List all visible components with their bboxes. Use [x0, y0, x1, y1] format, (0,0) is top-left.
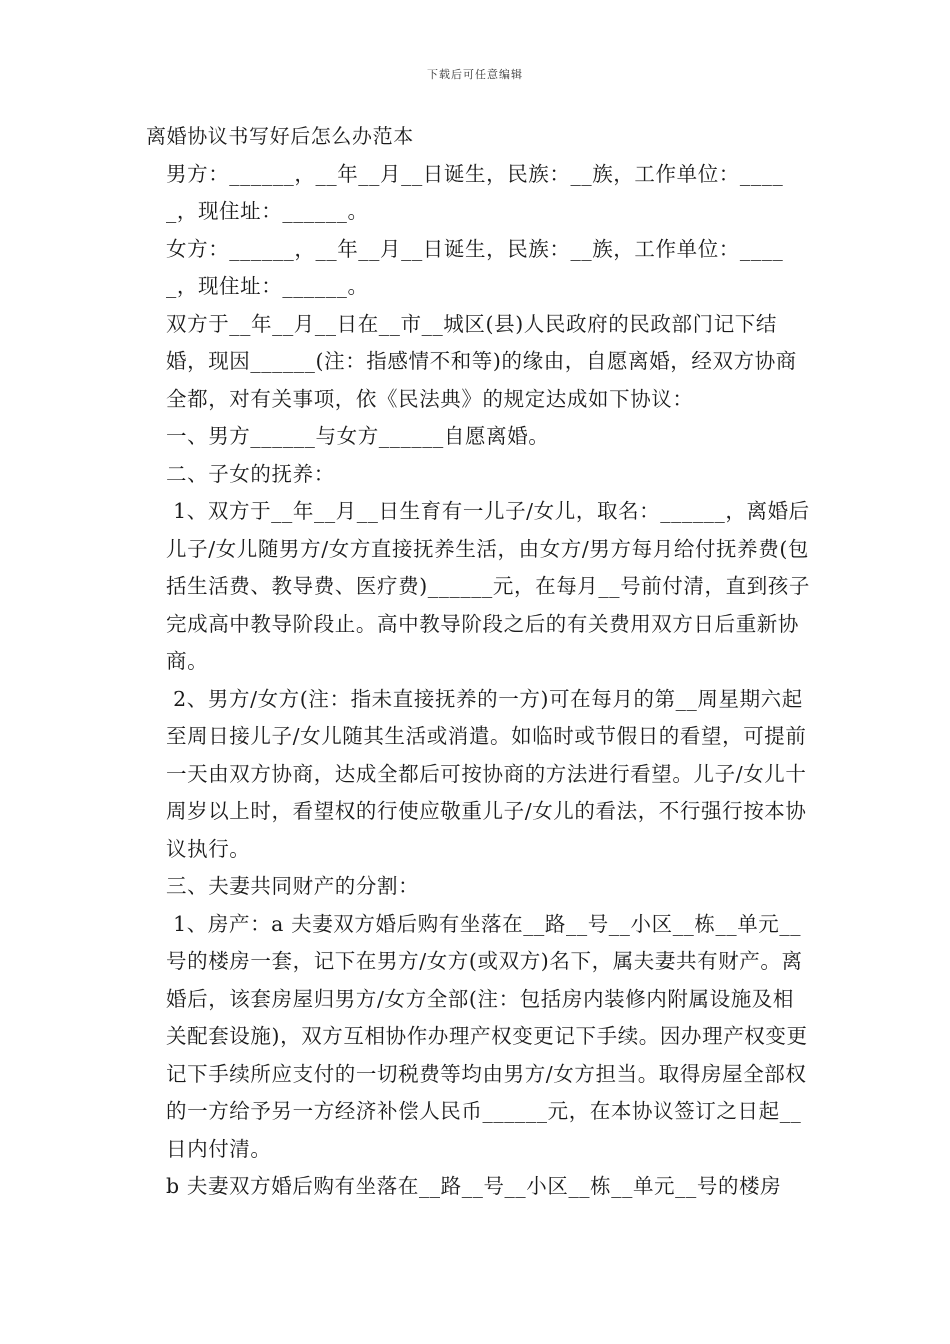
- document-body: [146, 118, 810, 1206]
- paragraph-clause-2-2: 2、男方/女方(注：指未直接抚养的一方)可在每月的第__周星期六起至周日接儿子/女儿随其生活或消遣。如临时或节假日的看望，可提前一天由双方协商，达成全都后可按协商的方法进行看望。儿子/女儿十周岁以上时，看望权的行使应敬重儿子/女儿的看法，不行强行按本协议执行。: [166, 686, 807, 861]
- paragraph-husband-info: 男方：______，__年__月__日诞生，民族：__族，工作单位：_____，现住址：______。: [166, 161, 784, 223]
- header-note: 下载后可任意编辑: [427, 68, 523, 81]
- paragraph-wife-info: 女方：______，__年__月__日诞生，民族：__族，工作单位：_____，现住址：______。: [166, 236, 784, 298]
- paragraph-clause-3-heading: 三、夫妻共同财产的分割：: [166, 874, 420, 898]
- paragraph-clause-2-1: 1、双方于__年__月__日生育有一儿子/女儿，取名：______，离婚后儿子/女儿随男方/女方直接抚养生活，由女方/男方每月给付抚养费(包括生活费、教导费、医疗费)______元，在每月__号前付清，直到孩子完成高中教导阶段止。高中教导阶段之后的有关费用双方日后重新协商。: [166, 499, 810, 673]
- paragraph-clause-1: 一、男方______与女方______自愿离婚。: [166, 424, 550, 448]
- paragraph-marriage-background: 双方于__年__月__日在__市__城区(县)人民政府的民政部门记下结婚，现因______(注：指感情不和等)的缘由，自愿离婚，经双方协商全都，对有关事项，依《民法典》的规定达成如下协议：: [166, 311, 797, 411]
- paragraph-clause-3-1-b: b 夫妻双方婚后购有坐落在__路__号__小区__栋__单元__号的楼房: [166, 1174, 782, 1198]
- paragraph-clause-2-heading: 二、子女的抚养：: [166, 461, 335, 486]
- paragraph-clause-3-1: 1、房产：a 夫妻双方婚后购有坐落在__路__号__小区__栋__单元__号的楼房一套，记下在男方/女方(或双方)名下，属夫妻共有财产。离婚后，该套房屋归男方/女方全部(注：包括房内装修内附属设施及相关配套设施)，双方互相协作办理产权变更记下手续。因办理产权变更记下手续所应支付的一切税费等均由男方/女方担当。取得房屋全部权的一方给予另一方经济补偿人民币______元，在本协议签订之日起__日内付清。: [166, 911, 808, 1161]
- document-title: 离婚协议书写好后怎么办范本: [146, 124, 414, 148]
